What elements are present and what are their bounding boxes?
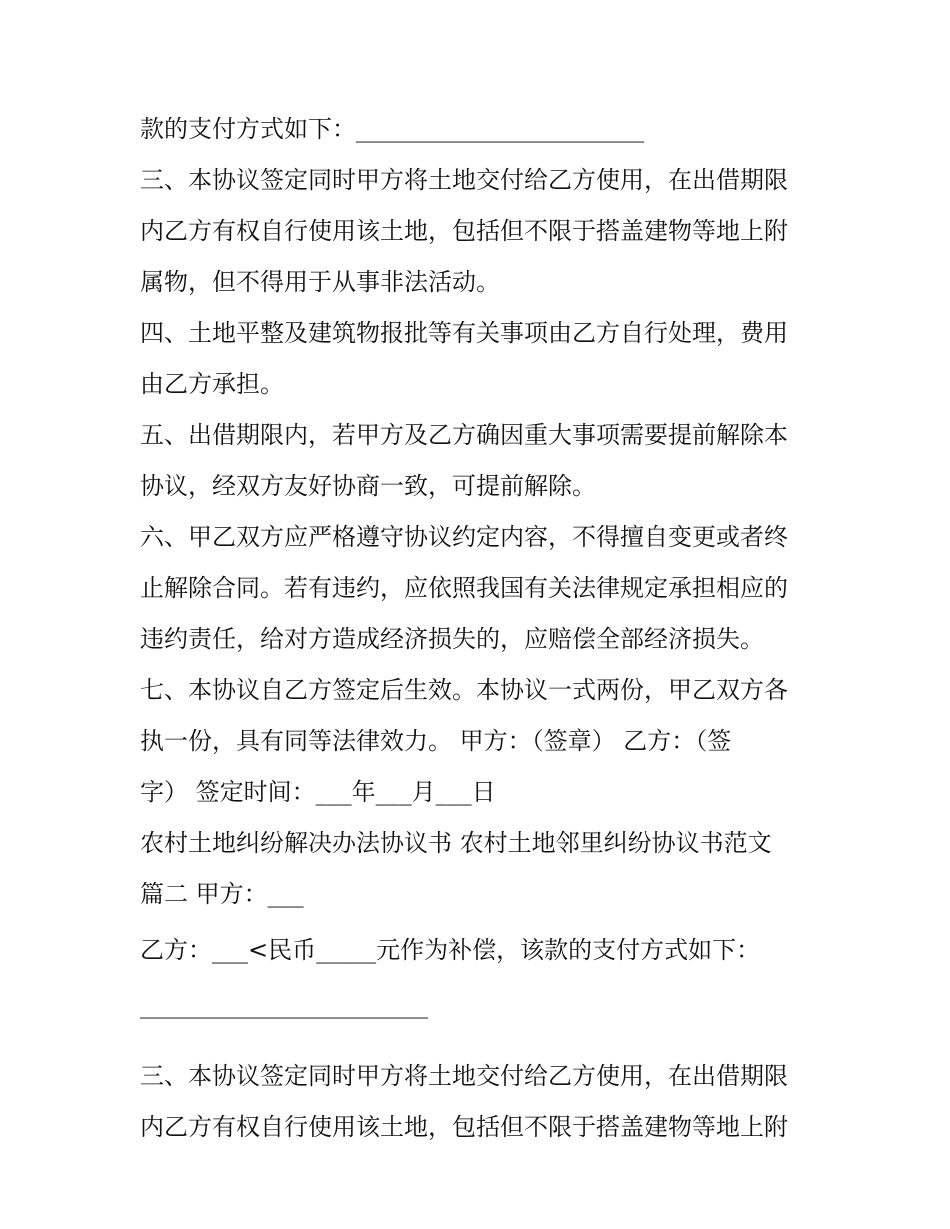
text-line: 款的支付方式如下：________________________ xyxy=(140,115,644,143)
text-line: 农村土地纠纷解决办法协议书 农村土地邻里纠纷协议书范文 xyxy=(140,829,772,857)
text-line: ________________________ xyxy=(140,991,428,1019)
text-line: 违约责任，给对方造成经济损失的，应赔偿全部经济损失。 xyxy=(140,625,764,653)
text-line: 乙方：___<民币_____元作为补偿，该款的支付方式如下： xyxy=(140,936,761,964)
text-line: 止解除合同。若有违约，应依照我国有关法律规定承担相应的 xyxy=(140,574,788,602)
text-line: 协议，经双方友好协商一致，可提前解除。 xyxy=(140,472,596,500)
text-line: 内乙方有权自行使用该土地，包括但不限于搭盖建物等地上附 xyxy=(140,1113,788,1141)
text-line: 五、出借期限内，若甲方及乙方确因重大事项需要提前解除本 xyxy=(140,421,788,449)
text-line: 字） 签定时间：___年___月___日 xyxy=(140,778,496,806)
text-line: 三、本协议签定同时甲方将土地交付给乙方使用，在出借期限 xyxy=(140,1062,788,1090)
text-line: 内乙方有权自行使用该土地，包括但不限于搭盖建物等地上附 xyxy=(140,217,788,245)
text-line: 六、甲乙双方应严格遵守协议约定内容，不得擅自变更或者终 xyxy=(140,523,788,551)
text-line: 七、本协议自乙方签定后生效。本协议一式两份，甲乙双方各 xyxy=(140,676,788,704)
text-line: 四、土地平整及建筑物报批等有关事项由乙方自行处理，费用 xyxy=(140,319,788,347)
text-line: 三、本协议签定同时甲方将土地交付给乙方使用，在出借期限 xyxy=(140,166,788,194)
text-line: 篇二 甲方：___ xyxy=(140,880,304,908)
text-line: 属物，但不得用于从事非法活动。 xyxy=(140,268,500,296)
text-line: 由乙方承担。 xyxy=(140,370,284,398)
text-line: 执一份，具有同等法律效力。 甲方：（签章） 乙方：（签 xyxy=(140,727,732,755)
document-body xyxy=(140,104,820,1153)
